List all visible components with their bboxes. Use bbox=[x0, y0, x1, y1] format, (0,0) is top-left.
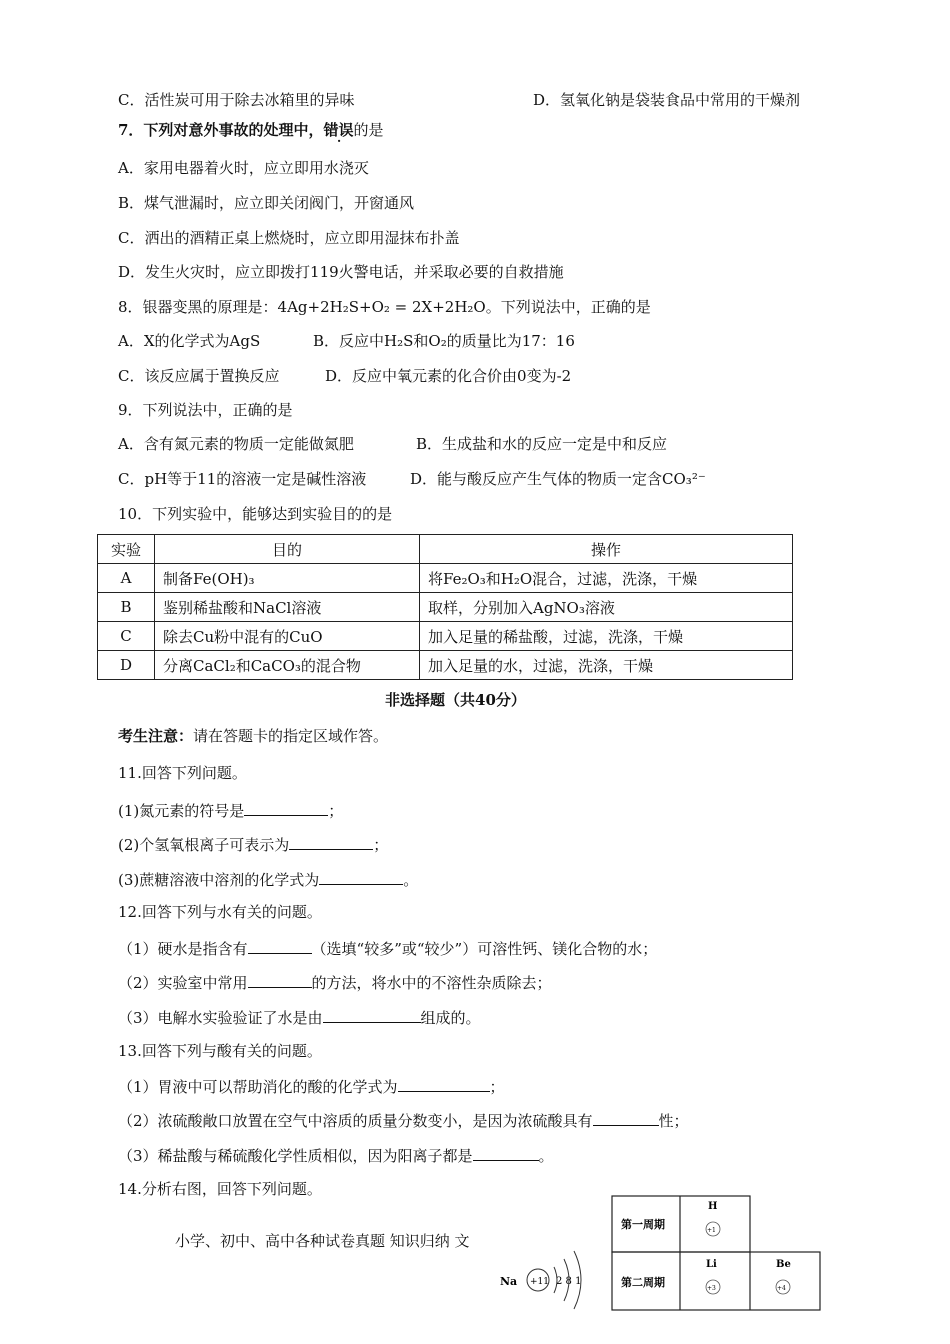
row-purpose: 分离CaCl₂和CaCO₃的混合物 bbox=[155, 651, 420, 680]
li-symbol: Li bbox=[706, 1259, 717, 1270]
answer-blank[interactable] bbox=[473, 1144, 539, 1161]
q13-part1 bbox=[118, 1075, 505, 1097]
q9-option-d: D．能与酸反应产生气体的物质一定含CO₃²⁻ bbox=[410, 470, 706, 488]
q11-part3-text: (3)蔗糖溶液中溶剂的化学式为 bbox=[118, 871, 320, 889]
q11-part3-end: 。 bbox=[403, 871, 419, 889]
row-purpose: 制备Fe(OH)₃ bbox=[155, 564, 420, 593]
q7-option-d: D．发生火灾时，应立即拨打119火警电话，并采取必要的自救措施 bbox=[118, 263, 564, 281]
q10-stem: 10．下列实验中，能够达到实验目的的是 bbox=[118, 505, 393, 523]
q10-table bbox=[97, 534, 793, 680]
q13-part2-tail: 性； bbox=[658, 1112, 689, 1130]
section-heading: 非选择题（共40分） bbox=[385, 691, 526, 709]
q6-option-d: D．氢氧化钠是袋装食品中常用的干燥剂 bbox=[533, 91, 801, 109]
h-nucleus: +1 bbox=[707, 1227, 716, 1234]
q7-stem bbox=[118, 120, 383, 140]
q11-part1 bbox=[118, 799, 343, 821]
q7-stem-prefix: 7．下列对意外事故的处理中， bbox=[118, 121, 324, 139]
q11-part2-end: ； bbox=[373, 836, 389, 854]
q9-option-c: C．pH等于11的溶液一定是碱性溶液 bbox=[118, 470, 367, 488]
footer-watermark: 小学、初中、高中各种试卷真题 知识归纳 文 bbox=[175, 1232, 470, 1250]
q13-part1-text: （1）胃液中可以帮助消化的酸的化学式为 bbox=[118, 1078, 398, 1096]
row-label: D bbox=[98, 651, 155, 680]
q12-part1-tail: （选填“较多”或“较少”）可溶性钙、镁化合物的水； bbox=[311, 940, 658, 958]
q12-part3-tail: 组成的。 bbox=[420, 1009, 481, 1027]
na-label: Na bbox=[500, 1275, 518, 1288]
q11-stem: 11.回答下列问题。 bbox=[118, 764, 247, 782]
answer-blank[interactable] bbox=[593, 1109, 659, 1126]
q8-option-b: B．反应中H₂S和O₂的质量比为17：16 bbox=[313, 332, 575, 350]
header-purpose: 目的 bbox=[155, 535, 420, 564]
q12-part2-text: （2）实验室中常用 bbox=[118, 974, 248, 992]
be-symbol: Be bbox=[776, 1259, 791, 1270]
candidate-note-label: 考生注意： bbox=[118, 727, 194, 745]
answer-blank[interactable] bbox=[244, 799, 328, 816]
q12-part2 bbox=[118, 971, 552, 993]
na-shells: 2 8 1 bbox=[556, 1276, 582, 1287]
q11-part3 bbox=[118, 868, 418, 890]
row-operation: 加入足量的水，过滤，洗涤，干燥 bbox=[420, 651, 793, 680]
q14-stem: 14.分析右图，回答下列问题。 bbox=[118, 1180, 322, 1198]
answer-blank[interactable] bbox=[248, 937, 312, 954]
answer-blank[interactable] bbox=[323, 1006, 421, 1023]
periodic-table-fragment bbox=[611, 1195, 823, 1315]
li-nucleus: +3 bbox=[707, 1285, 716, 1292]
q11-part1-text: (1)氮元素的符号是 bbox=[118, 802, 245, 820]
q7-stem-suffix: 的是 bbox=[353, 121, 384, 139]
q12-part1-text: （1）硬水是指含有 bbox=[118, 940, 248, 958]
q8-option-d: D．反应中氧元素的化合价由0变为-2 bbox=[325, 367, 572, 385]
q12-part3-text: （3）电解水实验验证了水是由 bbox=[118, 1009, 323, 1027]
table-row bbox=[98, 593, 793, 622]
h-symbol: H bbox=[708, 1201, 718, 1212]
q7-option-a: A．家用电器着火时，应立即用水浇灭 bbox=[118, 159, 369, 177]
row-operation: 将Fe₂O₃和H₂O混合，过滤，洗涤，干燥 bbox=[420, 564, 793, 593]
na-nucleus: +11 bbox=[530, 1277, 549, 1287]
q13-part3-text: （3）稀盐酸与稀硫酸化学性质相似，因为阳离子都是 bbox=[118, 1147, 473, 1165]
row-purpose: 鉴别稀盐酸和NaCl溶液 bbox=[155, 593, 420, 622]
q13-part3-tail: 。 bbox=[538, 1147, 554, 1165]
row-label: A bbox=[98, 564, 155, 593]
q12-stem: 12.回答下列与水有关的问题。 bbox=[118, 903, 322, 921]
q8-option-a: A．X的化学式为AgS bbox=[118, 332, 261, 350]
q7-option-c: C．洒出的酒精正桌上燃烧时，应立即用湿抹布扑盖 bbox=[118, 229, 460, 247]
q8-stem: 8．银器变黑的原理是：4Ag+2H₂S+O₂ = 2X+2H₂O。下列说法中，正确的是 bbox=[118, 298, 651, 316]
q9-stem: 9．下列说法中，正确的是 bbox=[118, 401, 293, 419]
table-header-row bbox=[98, 535, 793, 564]
answer-blank[interactable] bbox=[319, 868, 403, 885]
q6-option-c: C．活性炭可用于除去冰箱里的异味 bbox=[118, 91, 355, 109]
q12-part2-tail: 的方法，将水中的不溶性杂质除去； bbox=[311, 974, 552, 992]
q8-option-c: C．该反应属于置换反应 bbox=[118, 367, 280, 385]
header-operation: 操作 bbox=[420, 535, 793, 564]
table-row bbox=[98, 564, 793, 593]
be-nucleus: +4 bbox=[777, 1285, 786, 1292]
q11-part1-end: ； bbox=[328, 802, 344, 820]
q7-option-b: B．煤气泄漏时，应立即关闭阀门，开窗通风 bbox=[118, 194, 415, 212]
period1-label: 第一周期 bbox=[621, 1218, 665, 1231]
row-operation: 取样，分别加入AgNO₃溶液 bbox=[420, 593, 793, 622]
table-row bbox=[98, 651, 793, 680]
q12-part1 bbox=[118, 937, 657, 959]
candidate-note bbox=[118, 726, 388, 746]
row-operation: 加入足量的稀盐酸，过滤，洗涤，干燥 bbox=[420, 622, 793, 651]
row-purpose: 除去Cu粉中混有的CuO bbox=[155, 622, 420, 651]
candidate-note-text: 请在答题卡的指定区域作答。 bbox=[193, 727, 389, 745]
header-experiment: 实验 bbox=[98, 535, 155, 564]
q13-part1-tail: ； bbox=[489, 1078, 505, 1096]
q13-part2-text: （2）浓硫酸敞口放置在空气中溶质的质量分数变小，是因为浓硫酸具有 bbox=[118, 1112, 593, 1130]
q13-part3 bbox=[118, 1144, 554, 1166]
sodium-atom-diagram bbox=[498, 1245, 608, 1315]
period2-label: 第二周期 bbox=[621, 1276, 665, 1289]
q13-stem: 13.回答下列与酸有关的问题。 bbox=[118, 1042, 322, 1060]
q9-option-b: B．生成盐和水的反应一定是中和反应 bbox=[416, 435, 668, 453]
answer-blank[interactable] bbox=[248, 971, 312, 988]
q7-emphasis: 错误 bbox=[323, 121, 354, 139]
q12-part3 bbox=[118, 1006, 481, 1028]
table-row bbox=[98, 622, 793, 651]
q11-part2 bbox=[118, 833, 388, 855]
q11-part2-text: (2)个氢氧根离子可表示为 bbox=[118, 836, 290, 854]
row-label: B bbox=[98, 593, 155, 622]
q9-option-a: A．含有氮元素的物质一定能做氮肥 bbox=[118, 435, 354, 453]
answer-blank[interactable] bbox=[289, 833, 373, 850]
q13-part2 bbox=[118, 1109, 689, 1131]
row-label: C bbox=[98, 622, 155, 651]
answer-blank[interactable] bbox=[398, 1075, 490, 1092]
